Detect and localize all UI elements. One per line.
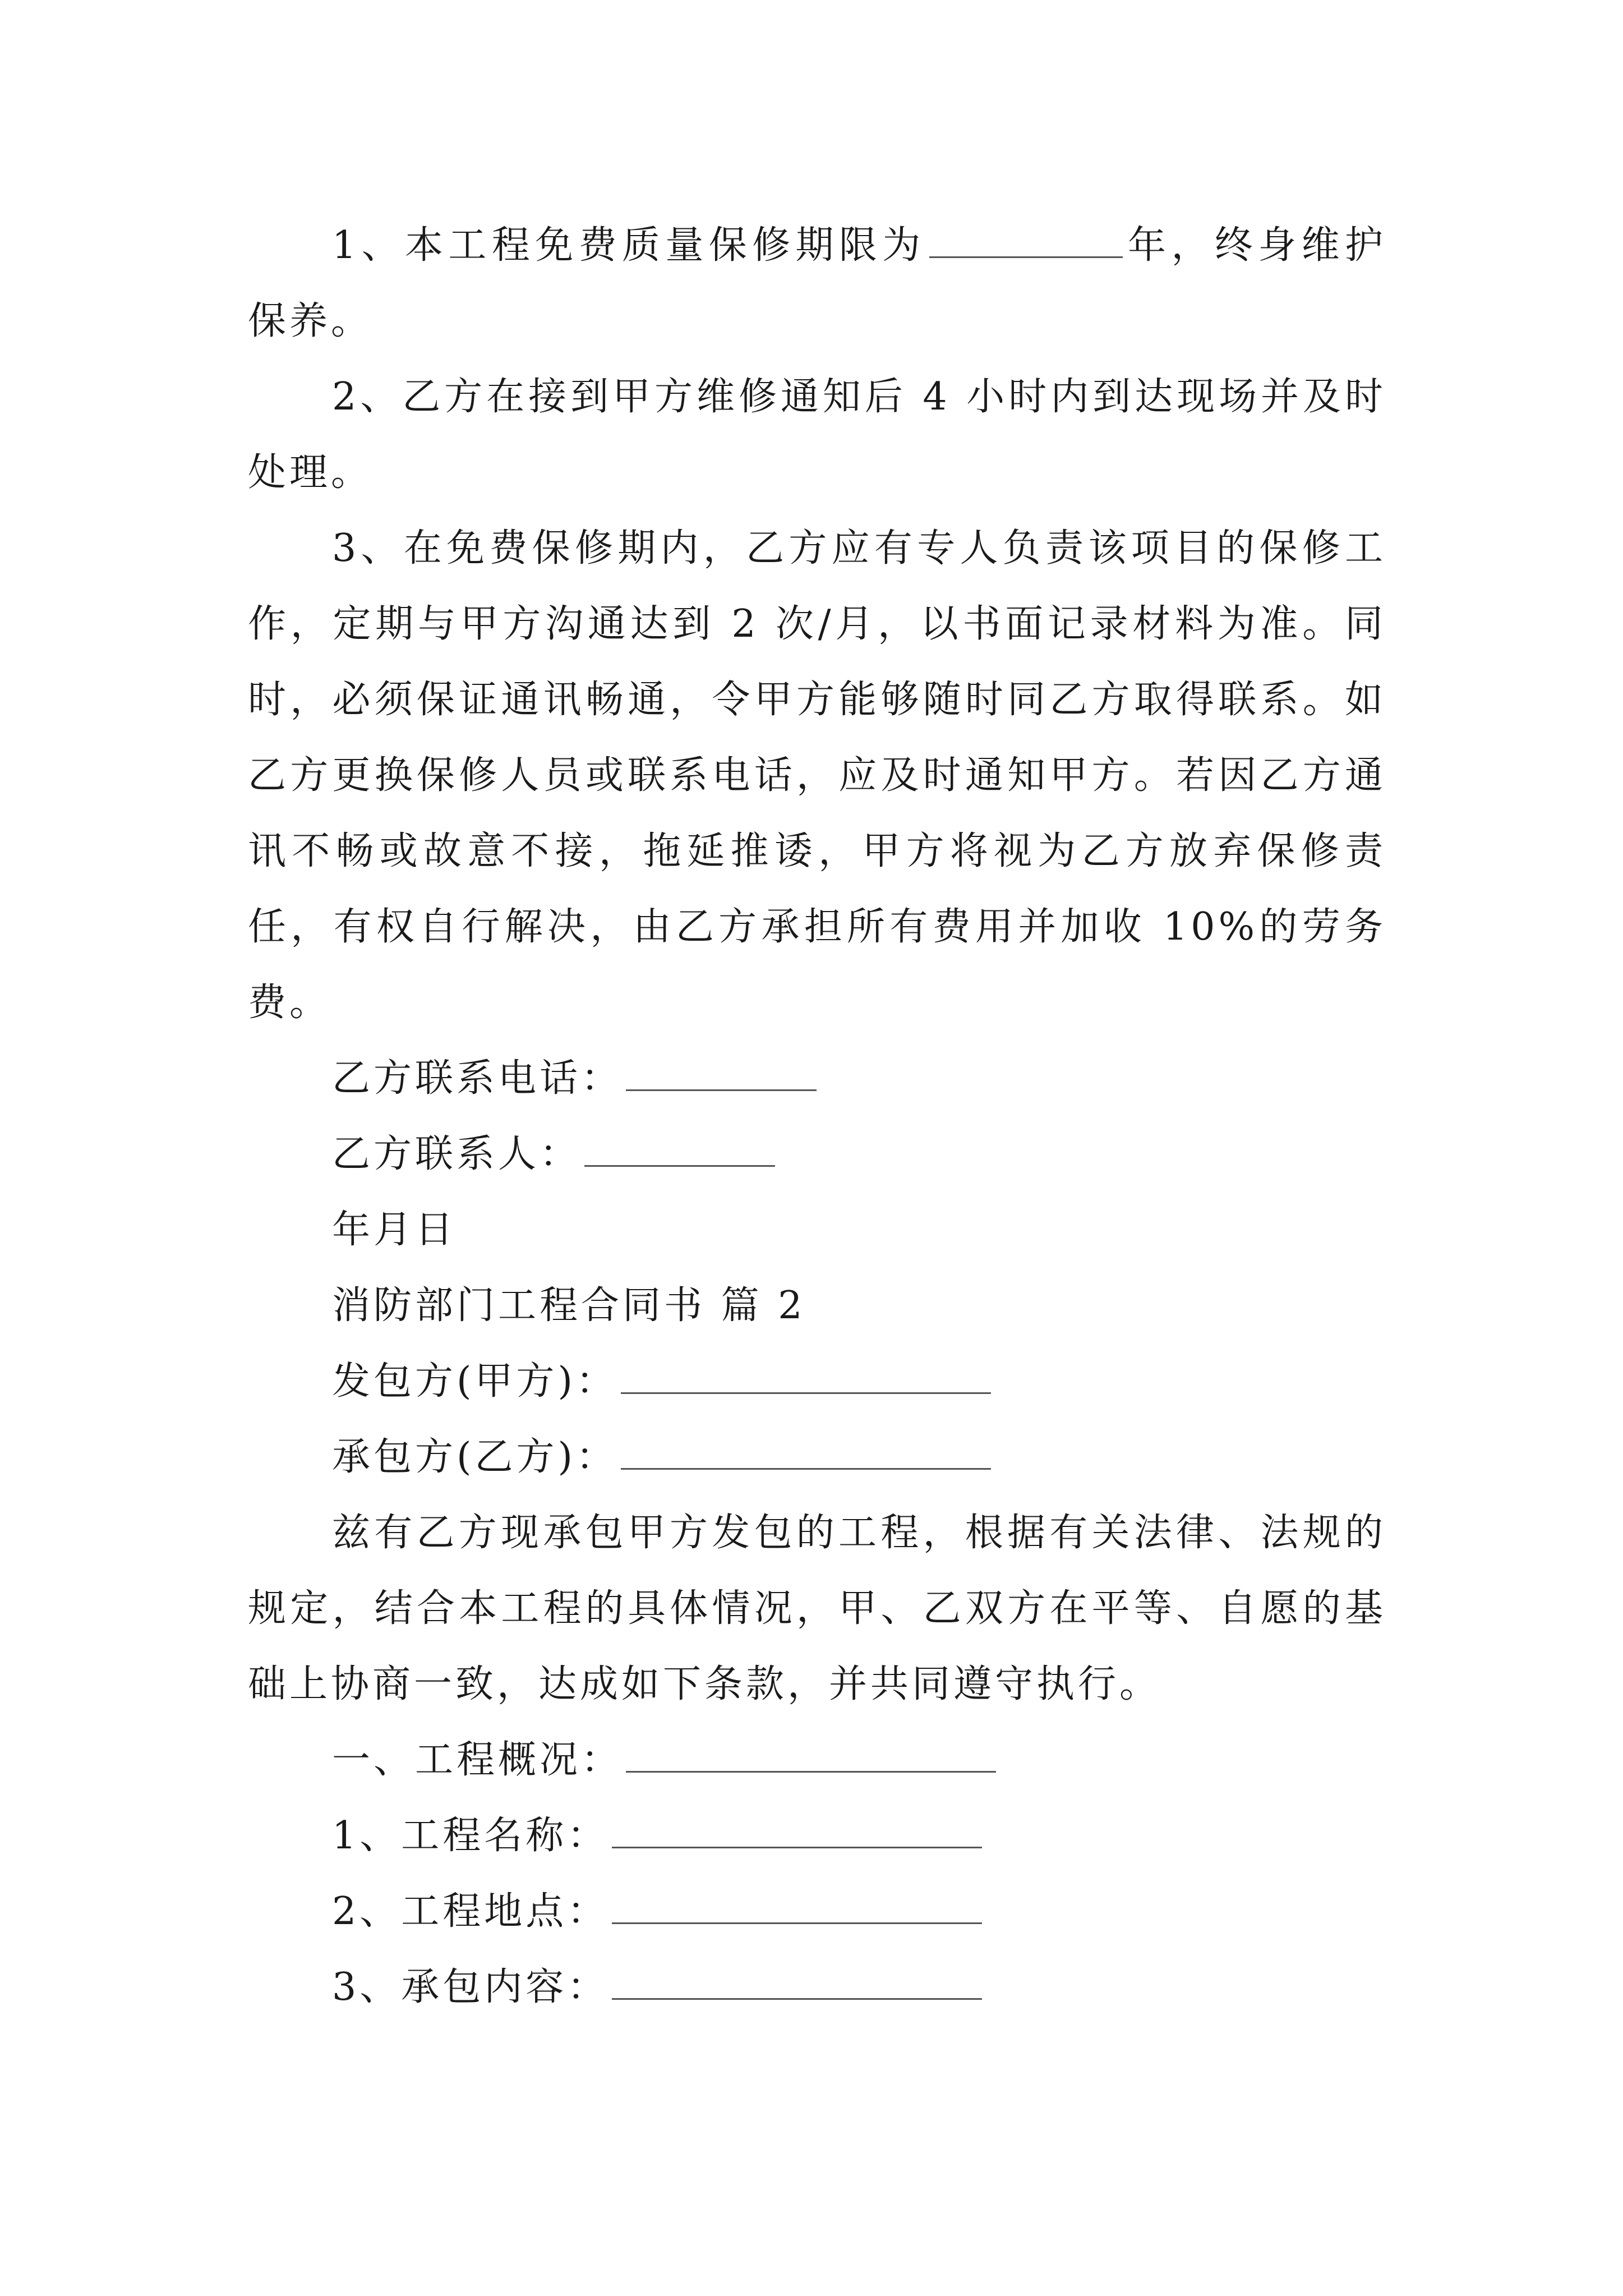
project-location-line bbox=[248, 1874, 1386, 1949]
project-name-line bbox=[248, 1798, 1386, 1874]
clause-1-text-a: 1、本工程免费质量保修期限为 bbox=[332, 223, 926, 268]
contact-person-line bbox=[248, 1116, 1386, 1192]
party-a-line bbox=[248, 1343, 1386, 1419]
overview-line bbox=[248, 1722, 1386, 1798]
contract-scope-line bbox=[248, 1949, 1386, 2025]
party-a-blank bbox=[621, 1361, 991, 1394]
project-name-blank bbox=[612, 1815, 982, 1848]
date-line: 年月日 bbox=[332, 1208, 457, 1252]
project-location-label: 2、工程地点： bbox=[332, 1889, 609, 1934]
party-a-label: 发包方(甲方)： bbox=[332, 1359, 618, 1404]
party-b-blank bbox=[621, 1437, 991, 1470]
contract-scope-label: 3、承包内容： bbox=[332, 1965, 609, 2009]
document-page bbox=[248, 208, 1386, 2025]
overview-blank bbox=[626, 1740, 996, 1773]
overview-label: 一、工程概况： bbox=[332, 1738, 623, 1782]
project-location-blank bbox=[612, 1891, 982, 1924]
party-b-line bbox=[248, 1419, 1386, 1495]
clause-2: 2、乙方在接到甲方维修通知后 4 小时内到达现场并及时处理。 bbox=[248, 375, 1386, 495]
contact-person-blank bbox=[584, 1134, 775, 1167]
clause-1 bbox=[248, 208, 1386, 359]
contact-phone-label: 乙方联系电话： bbox=[332, 1056, 623, 1101]
warranty-years-blank bbox=[929, 225, 1123, 258]
clause-1-text-b: 年，终身维护保养。 bbox=[248, 223, 1386, 343]
contract-scope-blank bbox=[612, 1967, 982, 2000]
contact-phone-line bbox=[248, 1041, 1386, 1116]
preamble: 兹有乙方现承包甲方发包的工程，根据有关法律、法规的规定，结合本工程的具体情况，甲、乙双方在平等、自愿的基础上协商一致，达成如下条款，并共同遵守执行。 bbox=[248, 1511, 1386, 1706]
party-b-label: 承包方(乙方)： bbox=[332, 1435, 618, 1479]
clause-3: 3、在免费保修期内，乙方应有专人负责该项目的保修工作，定期与甲方沟通达到 2 次/月，以书面记录材料为准。同时，必须保证通讯畅通，令甲方能够随时同乙方取得联系。如乙方更换保修人员或联系电话，应及时通知甲方。若因乙方通讯不畅或故意不接，拖延推诿，甲方将视为乙方放弃保修责任，有权自行解决，由乙方承担所有费用并加收 10%的劳务费。 bbox=[248, 526, 1386, 1025]
contact-person-label: 乙方联系人： bbox=[332, 1132, 582, 1176]
project-name-label: 1、工程名称： bbox=[332, 1814, 609, 1858]
section-title: 消防部门工程合同书 篇 2 bbox=[332, 1283, 806, 1328]
contact-phone-blank bbox=[626, 1058, 817, 1091]
